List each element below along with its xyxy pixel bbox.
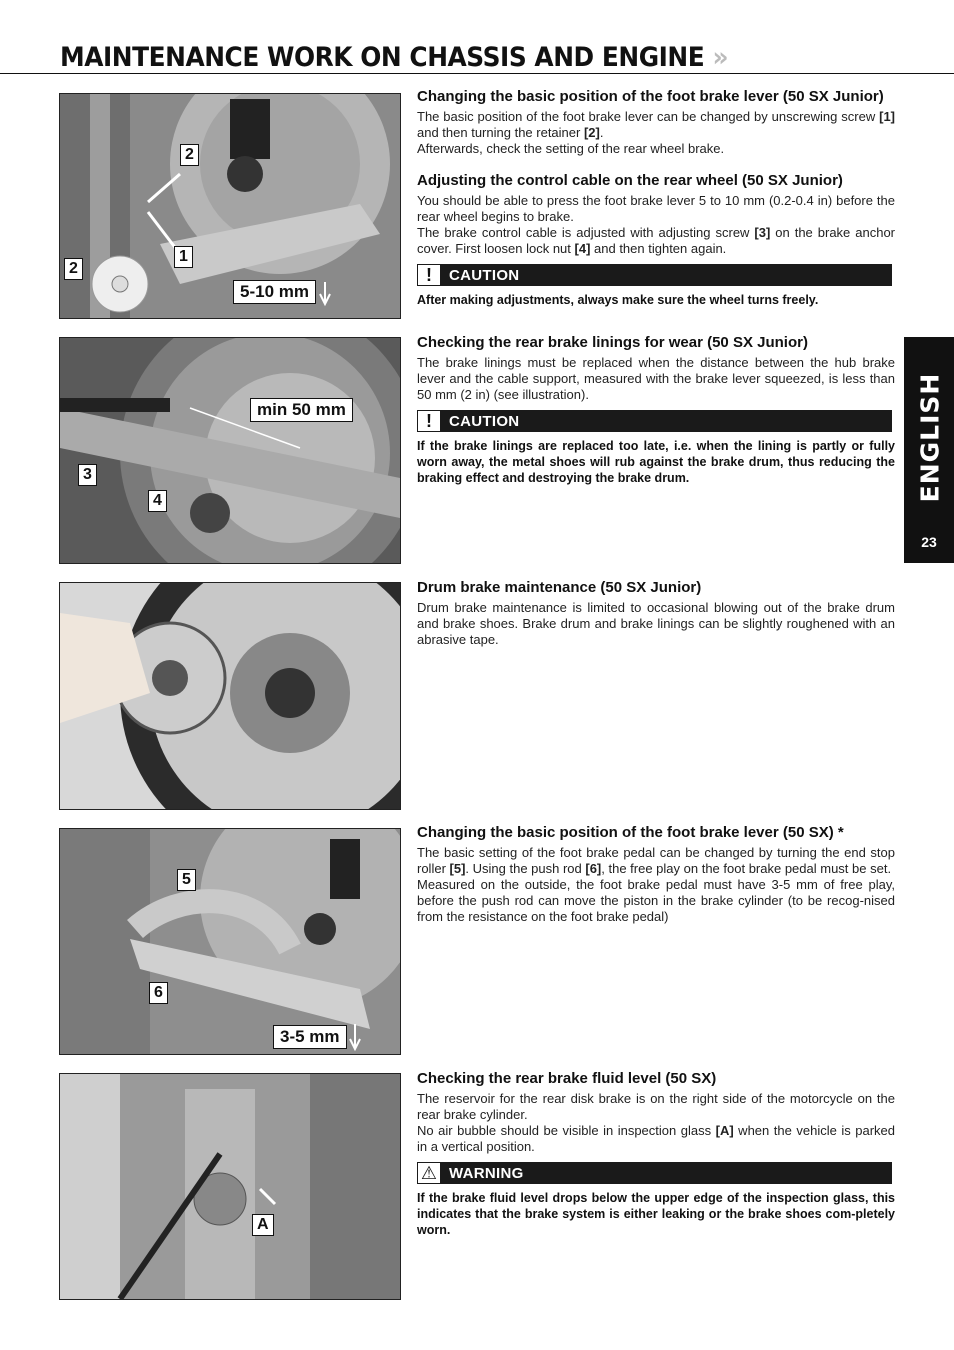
section-text: The reservoir for the rear disk brake is on the right side of the motorcycle on the rear brake cylinder. [417, 1091, 895, 1122]
title-divider [0, 73, 954, 74]
callout-4: 4 [148, 490, 167, 512]
photo-foot-brake-lever-sx [59, 828, 401, 1055]
warning-triangle-icon: ⚠ [417, 1162, 441, 1184]
page-number: 23 [921, 534, 937, 550]
photo-illustration [60, 829, 400, 1054]
section-text: You should be able to press the foot brake lever 5 to 10 mm (0.2-0.4 in) before the rear wheel begins to brake. [417, 193, 895, 224]
section-brake-linings [417, 333, 895, 486]
photo-illustration [60, 1074, 400, 1299]
exclamation-icon: ! [417, 410, 441, 432]
warning-note: If the brake fluid level drops below the upper edge of the inspection glass, this indicates that the brake system is either leaking or the brake shoes com-pletely worn. [417, 1191, 895, 1237]
warning-bar [417, 1162, 892, 1184]
section-title: Drum brake maintenance (50 SX Junior) [417, 579, 702, 596]
section-brake-fluid [417, 1069, 895, 1238]
photo-drum-brake [59, 582, 401, 810]
warning-label: WARNING [449, 1164, 524, 1182]
chevron-icon: » [712, 42, 729, 73]
language-tab [904, 337, 954, 563]
exclamation-icon: ! [417, 264, 441, 286]
callout-min-50mm: min 50 mm [250, 398, 353, 422]
caution-label: CAUTION [449, 412, 520, 430]
photo-illustration [60, 583, 400, 809]
language-label: ENGLISH [915, 372, 945, 502]
section-title: Checking the rear brake linings for wear (50 SX Junior) [417, 334, 808, 351]
photo-illustration [60, 94, 400, 318]
section-title: Changing the basic position of the foot brake lever (50 SX Junior) [417, 88, 884, 105]
callout-2: 2 [180, 144, 199, 166]
section-text: Afterwards, check the setting of the rear wheel brake. [417, 141, 725, 156]
caution-label: CAUTION [449, 266, 520, 284]
section-foot-brake-lever-sx [417, 823, 895, 925]
section-control-cable [417, 171, 895, 308]
section-foot-brake-lever-junior [417, 87, 895, 157]
section-text: The brake control cable is adjusted with adjusting screw [3] on the brake anchor cover. First loosen lock nut [4] and then tighten again. [417, 225, 896, 256]
section-text: The basic setting of the foot brake pedal can be changed by turning the end stop roller [5]. Using the push rod [6], the free play on the foot brake pedal must be set. [417, 845, 895, 876]
callout-6: 6 [149, 982, 168, 1004]
page-title-text: MAINTENANCE WORK ON CHASSIS AND ENGINE [60, 42, 705, 73]
photo-rear-brake-linings [59, 337, 401, 564]
callout-5: 5 [177, 869, 196, 891]
section-title: Changing the basic position of the foot brake lever (50 SX) * [417, 824, 844, 841]
section-text: No air bubble should be visible in inspection glass [A] when the vehicle is parked in a vertical position. [417, 1123, 895, 1154]
section-text: Measured on the outside, the foot brake pedal must have 3-5 mm of free play, before the push rod can move the piston in the brake cylinder (to be recog-nised from the resistance on the foot brake pedal) [417, 877, 895, 924]
callout-5-10mm: 5-10 mm [233, 280, 316, 304]
callout-2-inset: 2 [64, 258, 83, 280]
callout-3-5mm: 3-5 mm [273, 1025, 347, 1049]
caution-note: After making adjustments, always make sure the wheel turns freely. [417, 293, 819, 307]
photo-brake-fluid-level [59, 1073, 401, 1300]
section-text: Drum brake maintenance is limited to occasional blowing out of the brake drum and brake shoes. Brake drum and brake linings can be slightly roughened with an abrasive tape. [417, 600, 895, 647]
callout-a: A [252, 1214, 274, 1236]
caution-bar [417, 410, 892, 432]
section-drum-brake [417, 578, 895, 648]
section-text: The brake linings must be replaced when the distance between the hub brake lever and the cable support, measured with the brake lever squeezed, is less than 50 mm (2 in) (see illustration). [417, 355, 895, 402]
caution-note: If the brake linings are replaced too late, i.e. when the lining is partly or fully worn away, the metal shoes will rub against the brake drum, thus reducing the braking effect and destroying the brake drum. [417, 439, 895, 485]
section-text: The basic position of the foot brake lever can be changed by unscrewing screw [1] and then turning the retainer [2]. [417, 109, 895, 140]
callout-3: 3 [78, 464, 97, 486]
caution-bar [417, 264, 892, 286]
photo-foot-brake-lever-junior [59, 93, 401, 319]
photo-illustration [60, 338, 400, 563]
section-title: Adjusting the control cable on the rear wheel (50 SX Junior) [417, 172, 843, 189]
section-title: Checking the rear brake fluid level (50 SX) [417, 1070, 717, 1087]
callout-1: 1 [174, 246, 193, 268]
page-title [60, 42, 728, 73]
